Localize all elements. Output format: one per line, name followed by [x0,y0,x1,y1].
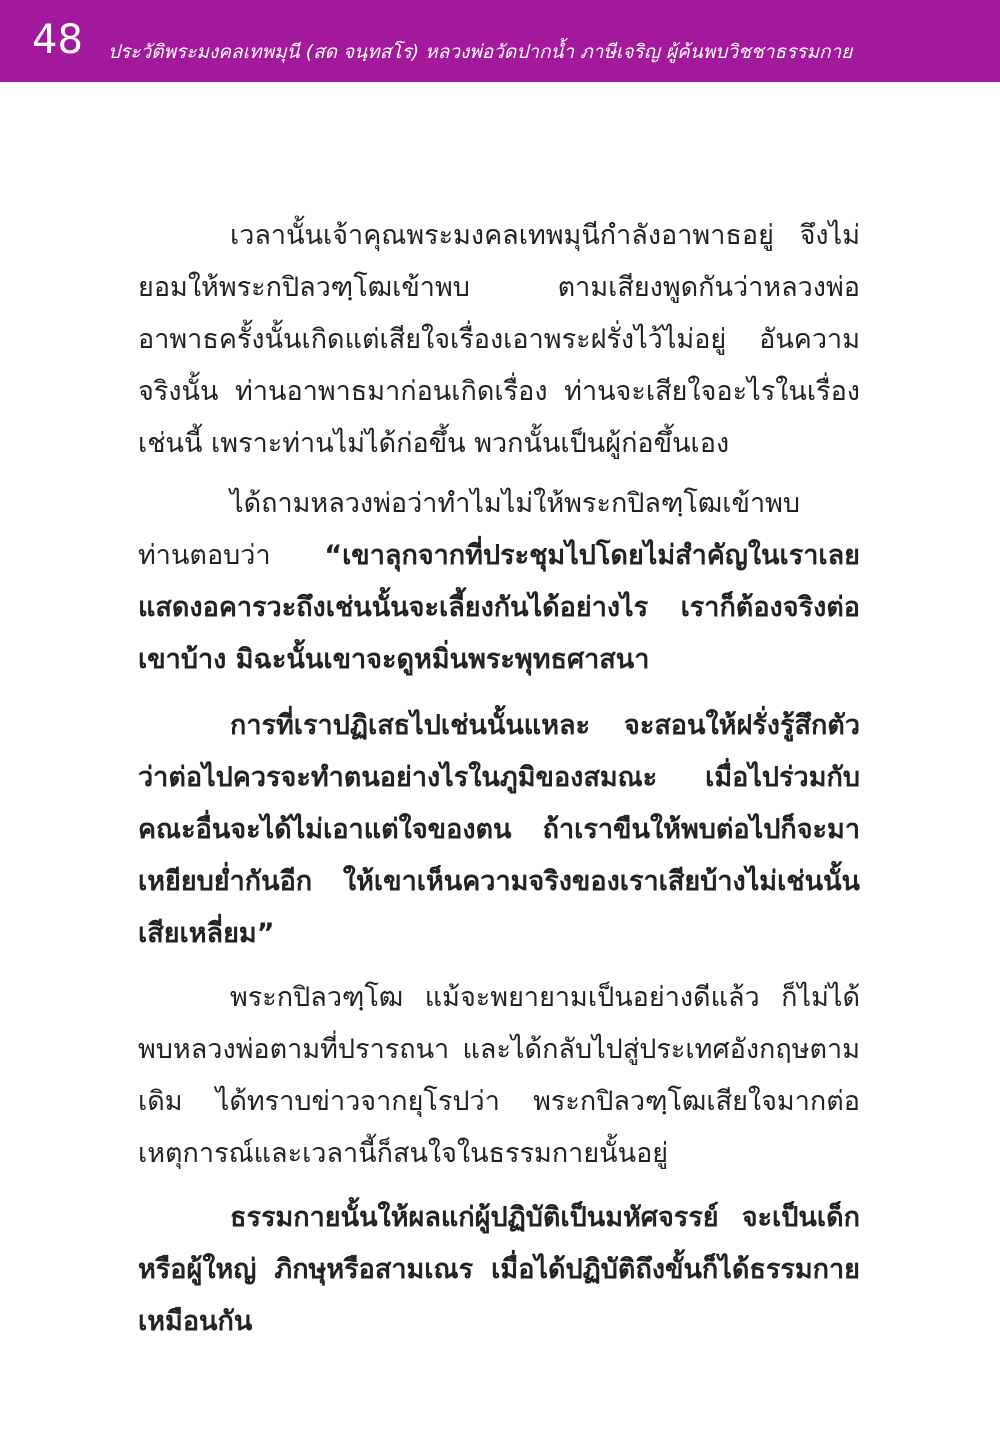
page-number: 48 [32,17,83,63]
running-title: ประวัติพระมงคลเทพมุนี (สด จนฺทสโร) หลวงพ่อวัดปากน้ำ ภาษีเจริญ ผู้ค้นพบวิชชาธรรมกาย [108,41,853,63]
paragraph-2-text: ได้ถามหลวงพ่อว่าทำไมไม่ให้พระกปิลฑฺโฒเข้าพบ ท่านตอบว่า [138,488,801,571]
paragraph-5: ธรรมกายนั้นให้ผลแก่ผู้ปฏิบัติเป็นมหัศจรรย์ จะเป็นเด็ก หรือผู้ใหญ่ ภิกษุหรือสามเณร เมื่อได้ปฏิบัติถึงขั้นก็ได้ธรรมกายเหมือนกัน [138,1202,860,1337]
paragraph-3-quote: การที่เราปฏิเสธไปเช่นนั้นแหละ จะสอนให้ฝรั่งรู้สึกตัวว่าต่อไปควรจะทำตนอย่างไรในภูมิของสมณะ เมื่อไปร่วมกับคณะอื่นจะได้ไม่เอาแต่ใจของตน ถ้าเราขืนให้พบต่อไปก็จะมาเหยียบย่ำกันอีก ให้เขาเห็นความจริงของเราเสียบ้างไม่เช่นนั้นเสียเหลี่ยม” [138,710,860,949]
paragraph-4: พระกปิลวฑฺโฒ แม้จะพยายามเป็นอย่างดีแล้ว ก็ไม่ได้พบหลวงพ่อตามที่ปรารถนา และได้กลับไปสู่ประเทศอังกฤษตามเดิม ได้ทราบข่าวจากยุโรปว่า พระกปิลวฑฺโฒเสียใจมากต่อเหตุการณ์และเวลานี้ก็สนใจในธรรมกายนั้นอยู่ [138,982,860,1169]
paragraph-2-quote: “เขาลุกจากที่ประชุมไปโดยไม่สำคัญในเราเลย แสดงอคารวะถึงเช่นนั้นจะเลี้ยงกันได้อย่างไร เราก็ต้องจริงต่อเขาบ้าง มิฉะนั้นเขาจะดูหมิ่นพระพุทธศาสนา [138,540,860,675]
paragraph-1: เวลานั้นเจ้าคุณพระมงคลเทพมุนีกำลังอาพาธอยู่ จึงไม่ยอมให้พระกปิลวฑฺโฒเข้าพบ ตามเสียงพูดกันว่าหลวงพ่ออาพาธครั้งนั้นเกิดแต่เสียใจเรื่องเอาพระฝรั่งไว้ไม่อยู่ อันความจริงนั้น ท่านอาพาธมาก่อนเกิดเรื่อง ท่านจะเสียใจอะไรในเรื่องเช่นนี้ เพราะท่านไม่ได้ก่อขึ้น พวกนั้นเป็นผู้ก่อขึ้นเอง [138,220,860,459]
paragraph-2 [138,478,860,686]
